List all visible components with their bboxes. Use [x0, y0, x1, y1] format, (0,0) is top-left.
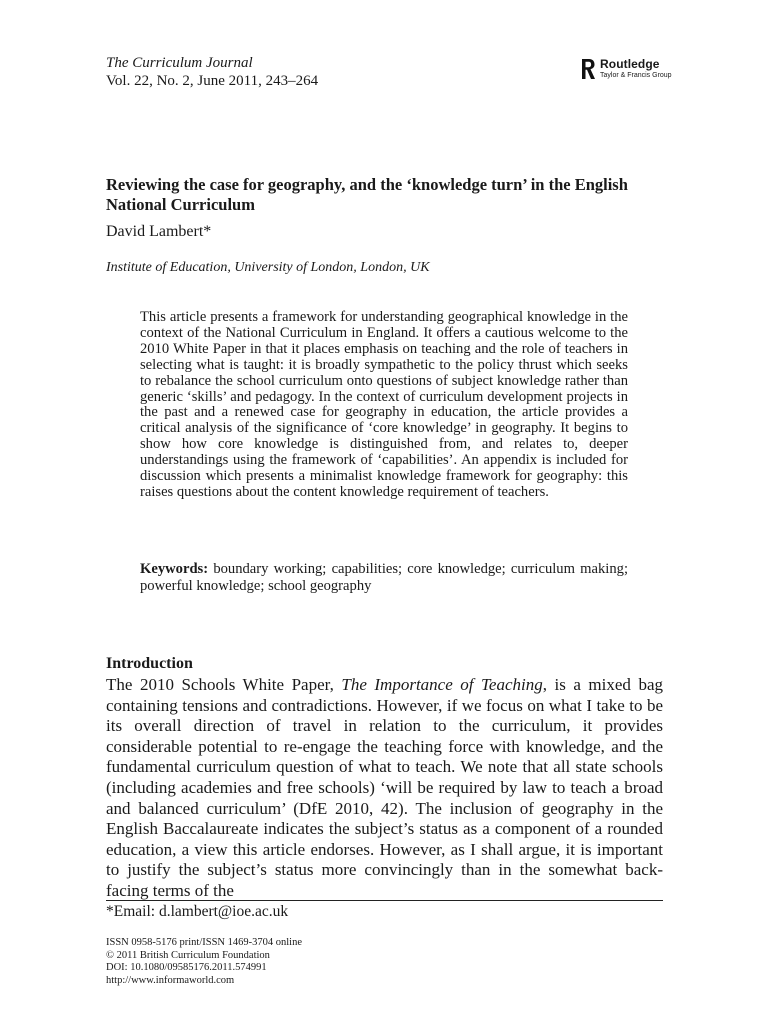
intro-text-rest: , is a mixed bag containing tensions and contradictions. However, if we focus on what I take to be its overall direction of travel in relation to the curriculum, it provides considerable potential to re-engage the teaching force with knowledge, and the fundamental curriculum question of what to teach. We note that all state schools (including academies and free schools) ‘will be required by law to teach a broad and balanced curriculum’ (DfE 2010, 42). The inclusion of geography in the English Baccalaureate indicates the subject’s status as a component of a rounded education, a view this article endorses. However, as I shall argue, it is important to justify the subject’s status more convincingly than in the somewhat back-facing terms of the [106, 675, 663, 900]
journal-name: The Curriculum Journal [106, 55, 253, 71]
imprint-url[interactable]: http://www.informaworld.com [106, 974, 235, 986]
routledge-logo-icon [580, 57, 596, 81]
footnote-email: *Email: d.lambert@ioe.ac.uk [106, 903, 289, 920]
keywords-label: Keywords: [140, 561, 209, 577]
publisher-logo [580, 57, 680, 83]
author-affiliation: Institute of Education, University of London, London, UK [106, 260, 430, 275]
volume-line: Vol. 22, No. 2, June 2011, 243–264 [106, 73, 319, 89]
footnote-divider [106, 900, 663, 901]
article-title: Reviewing the case for geography, and the ‘knowledge turn’ in the English National Curriculum [106, 175, 628, 214]
publisher-subtitle: Taylor & Francis Group [600, 72, 672, 79]
imprint-doi: DOI: 10.1080/09585176.2011.574991 [106, 962, 267, 974]
imprint-issn: ISSN 0958-5176 print/ISSN 1469-3704 online [106, 937, 303, 948]
intro-text-start: The 2010 Schools White Paper, [106, 675, 342, 694]
intro-italic-title: The Importance of Teaching [341, 675, 543, 694]
imprint [106, 937, 302, 987]
journal-header [106, 54, 318, 90]
keywords-text: boundary working; capabilities; core knowledge; curriculum making; powerful knowledge; school geography [140, 561, 628, 594]
article-author: David Lambert* [106, 223, 212, 240]
publisher-name: Routledge [600, 57, 660, 71]
imprint-copyright: © 2011 British Curriculum Foundation [106, 949, 270, 961]
abstract: This article presents a framework for understanding geographical knowledge in the context of the National Curriculum in England. It offers a cautious welcome to the 2010 White Paper in that it places emphasis on teaching and the role of teachers in selecting what is taught: it is broadly sympathetic to the policy thrust which seeks to rebalance the school curriculum onto questions of subject knowledge rather than generic ‘skills’ and pedagogy. In the context of curriculum development projects in the past and a renewed case for geography in education, the article provides a critical analysis of the significance of ‘core knowledge’ in geography. It begins to show how core knowledge is distinguished from, and relates to, deeper understandings using the framework of ‘capabilities’. An appendix is included for discussion which presents a minimalist knowledge framework for geography: this raises questions about the content knowledge requirement of teachers. [140, 309, 628, 500]
section-heading-introduction: Introduction [106, 655, 193, 672]
introduction-paragraph [106, 675, 663, 902]
keywords [140, 561, 628, 594]
